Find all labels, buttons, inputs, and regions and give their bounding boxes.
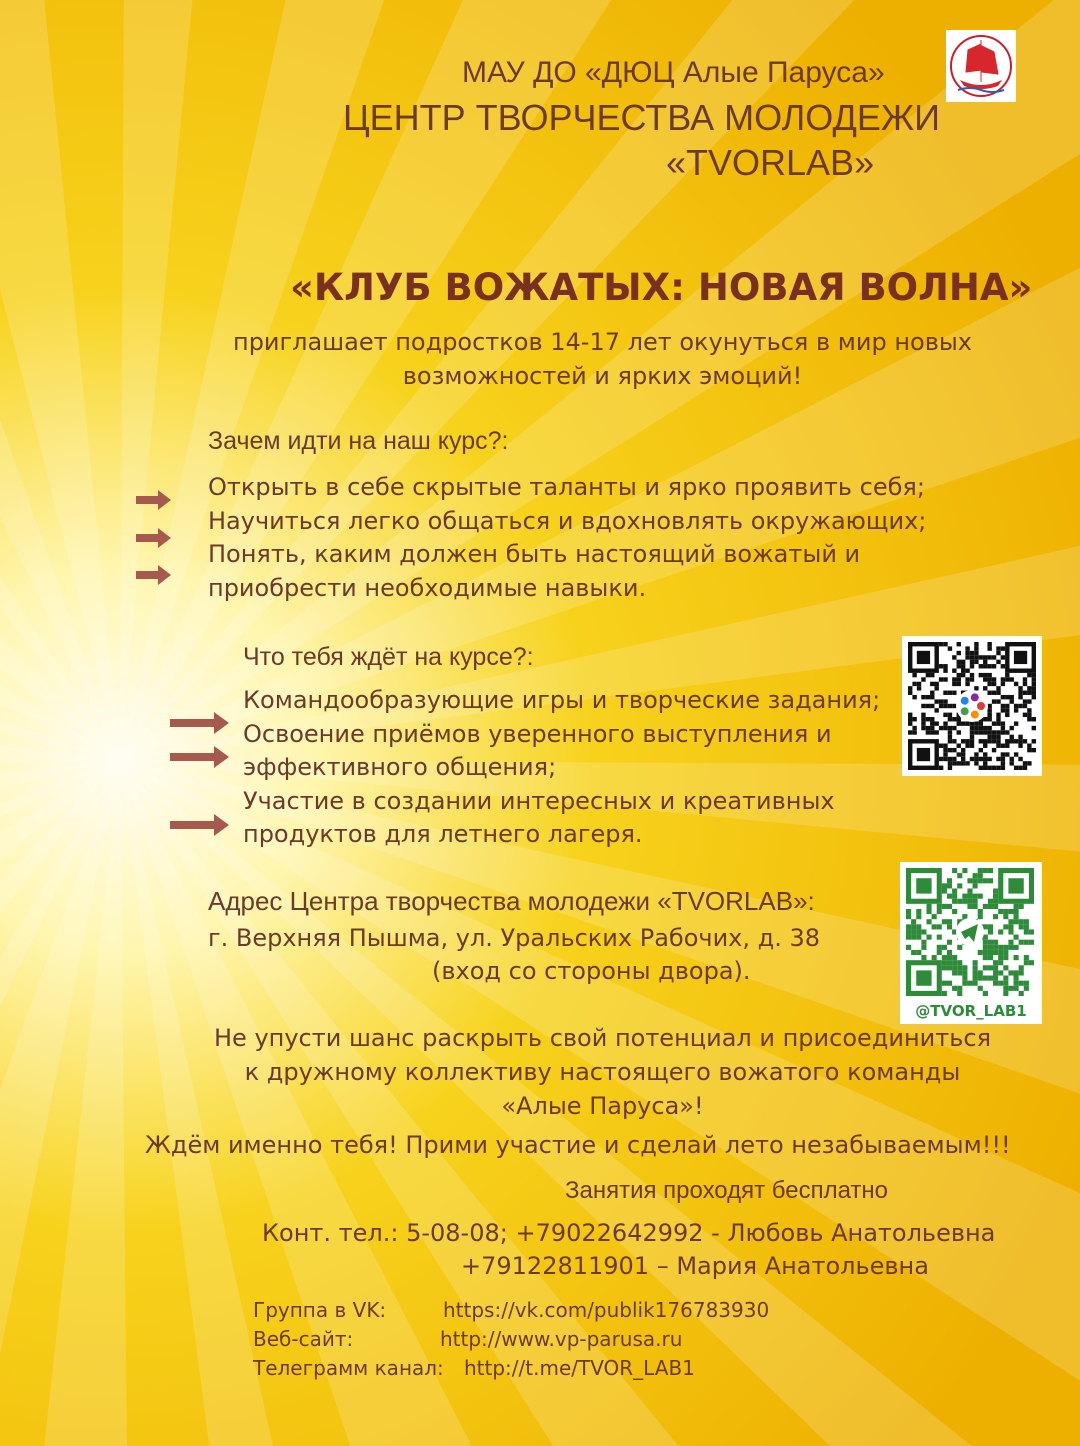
club-title: «КЛУБ ВОЖАТЫХ: НОВАЯ ВОЛНА» (290, 266, 1033, 309)
link-label-site: Веб-сайт: (253, 1327, 354, 1351)
logo-alye-parusa (946, 30, 1016, 102)
link-vk[interactable]: https://vk.com/publik176783930 (443, 1298, 770, 1322)
address-line: г. Верхняя Пышма, ул. Уральских Рабочих, д. 38 (208, 924, 821, 952)
list-item: Научиться легко общаться и вдохновлять окружающих; (208, 506, 927, 535)
arrow-right-icon (170, 744, 230, 770)
contact-phone-2: +79122811901 – Мария Анатольевна (461, 1252, 929, 1280)
brand-name: «TVORLAB» (666, 142, 875, 183)
link-telegram[interactable]: http://t.me/TVOR_LAB1 (464, 1356, 695, 1380)
why-heading: Зачем идти на наш курс?: (208, 427, 509, 455)
arrow-right-icon (136, 526, 172, 550)
list-item: Участие в создании интересных и креативных (243, 786, 835, 815)
contact-phone-1: Конт. тел.: 5-08-08; +79022642992 - Любовь Анатольевна (262, 1219, 996, 1247)
closing-line: к дружному коллективу настоящего вожатого команды (244, 1058, 961, 1086)
invite-line: возможностей и ярких эмоций! (402, 362, 803, 390)
closing-line: «Алые Паруса»! (501, 1092, 704, 1120)
link-label-vk: Группа в VK: (253, 1298, 387, 1322)
arrow-right-icon (136, 488, 172, 512)
arrow-right-icon (136, 563, 172, 587)
what-list (243, 684, 880, 852)
list-item: Понять, каким должен быть настоящий вожатый и (208, 540, 861, 568)
link-label-telegram: Телеграмм канал: (253, 1356, 444, 1380)
arrow-right-icon (170, 710, 230, 736)
list-item: Открыть в себе скрытые таланты и ярко проявить себя; (208, 473, 925, 501)
list-item: Командообразующие игры и творческие задания; (243, 686, 881, 714)
why-list (208, 471, 926, 605)
invite-text (0, 325, 1080, 393)
arrow-right-icon (170, 812, 230, 838)
center-name: ЦЕНТР ТВОРЧЕСТВА МОЛОДЕЖИ (343, 97, 941, 138)
telegram-caption: @TVOR_LAB1 (915, 1002, 1027, 1020)
address-note: (вход со стороны двора). (432, 957, 751, 985)
qr-code-telegram[interactable] (900, 862, 1042, 1024)
closing-line: Не упусти шанс раскрыть свой потенциал и присоединиться (214, 1024, 991, 1052)
list-item: продуктов для летнего лагеря. (243, 820, 643, 848)
list-item: эффективного общения; (243, 753, 557, 781)
what-heading: Что тебя ждёт на курсе?: (243, 643, 534, 671)
list-item: Освоение приёмов уверенного выступления и (243, 719, 832, 748)
list-item: приобрести необходимые навыки. (208, 573, 647, 602)
call-to-action: Ждём именно тебя! Прими участие и сделай лето незабываемым!!! (145, 1131, 1011, 1159)
link-website[interactable]: http://www.vp-parusa.ru (440, 1327, 683, 1351)
invite-line: приглашает подростков 14-17 лет окунуться в мир новых (233, 328, 972, 356)
address-title: Адрес Центра творчества молодежи «TVORLAB»: (208, 886, 815, 916)
organization-name: МАУ ДО «ДЮЦ Алые Паруса» (462, 56, 885, 89)
free-classes-note: Занятия проходят бесплатно (565, 1177, 889, 1204)
closing-text (0, 1021, 1080, 1123)
qr-code-vk[interactable] (902, 636, 1042, 776)
